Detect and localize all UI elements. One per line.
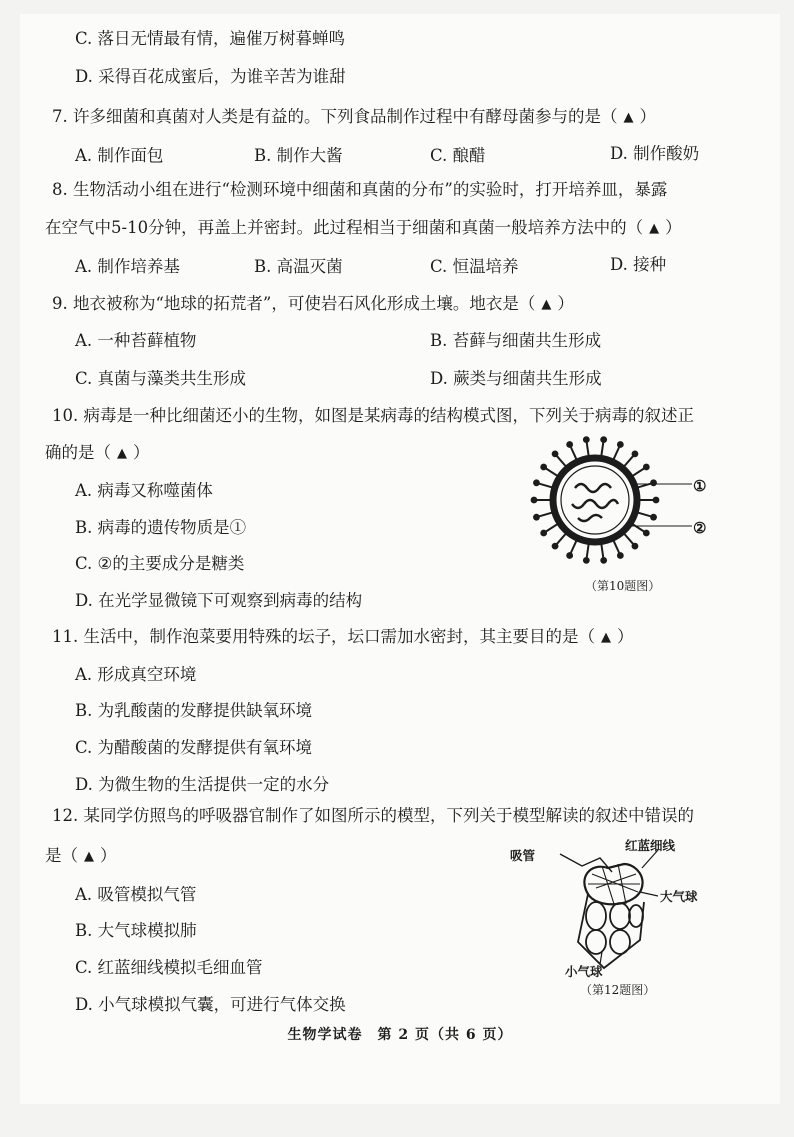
virus-spike-head bbox=[650, 514, 657, 521]
virus-spike-head bbox=[531, 497, 538, 504]
q9-close-paren: ） bbox=[557, 294, 574, 313]
q10-stem-text: 确的是（ bbox=[45, 443, 111, 462]
q10-option-a: A. 病毒又称噬菌体 bbox=[75, 481, 213, 500]
virus-spike bbox=[614, 447, 619, 459]
virus-label-1: ① bbox=[693, 477, 707, 495]
q11-option-c: C. 为醋酸菌的发酵提供有氧环境 bbox=[75, 738, 313, 757]
answer-mark-icon: ▲ bbox=[541, 297, 552, 312]
virus-spike bbox=[601, 545, 603, 558]
virus-spike-head bbox=[540, 530, 547, 537]
virus-spike bbox=[624, 534, 633, 544]
label-thread: 红蓝细线 bbox=[625, 838, 676, 853]
q6-option-d: D. 采得百花成蜜后，为谁辛苦为谁甜 bbox=[75, 67, 346, 86]
lung-model-diagram bbox=[540, 844, 690, 974]
virus-spike bbox=[624, 456, 633, 466]
q9-stem-text: 9. 地衣被称为“地球的拓荒者”，可使岩石风化形成土壤。地衣是（ bbox=[52, 294, 536, 313]
exam-page bbox=[20, 14, 780, 1104]
q9-option-b: B. 苔藓与细菌共生形成 bbox=[430, 331, 602, 350]
small-balloon-1 bbox=[586, 902, 606, 930]
virus-spike bbox=[601, 443, 603, 456]
q8-stem-text: 在空气中5-10分钟，再盖上并密封。此过程相当于细菌和真菌一般培养方法中的（ bbox=[45, 218, 644, 237]
q7-close-paren: ） bbox=[639, 107, 656, 126]
q11-option-a: A. 形成真空环境 bbox=[75, 665, 197, 684]
label-small-balloon: 小气球 bbox=[565, 964, 603, 979]
answer-mark-icon: ▲ bbox=[84, 849, 94, 864]
virus-spike bbox=[587, 443, 589, 456]
answer-mark-icon: ▲ bbox=[623, 110, 634, 125]
virus-spike-head bbox=[540, 464, 547, 471]
q12-option-c: C. 红蓝细线模拟毛细血管 bbox=[75, 958, 263, 977]
virus-spike-head bbox=[583, 436, 590, 443]
q9-stem bbox=[52, 293, 574, 316]
big-balloon-pointer bbox=[640, 892, 658, 896]
virus-spike-head bbox=[600, 436, 607, 443]
virus-spike-head bbox=[643, 464, 650, 471]
q10-option-b: B. 病毒的遗传物质是① bbox=[75, 518, 247, 537]
virus-spike-head bbox=[552, 450, 559, 457]
q10-stem-line1: 10. 病毒是一种比细菌还小的生物，如图是某病毒的结构模式图，下列关于病毒的叙述正 bbox=[52, 406, 694, 425]
small-balloon-4 bbox=[586, 930, 606, 954]
q12-close-paren: ） bbox=[100, 846, 117, 865]
virus-spike bbox=[633, 524, 644, 531]
virus-spike bbox=[587, 545, 589, 558]
q11-close-paren: ） bbox=[617, 627, 634, 646]
q8-option-d: D. 接种 bbox=[610, 255, 667, 274]
q6-option-c: C. 落日无情最有情，遍催万树暮蝉鸣 bbox=[75, 29, 346, 48]
q11-stem-text: 11. 生活中，制作泡菜要用特殊的坛子，坛口需加水密封，其主要目的是（ bbox=[52, 627, 595, 646]
q10-option-d: D. 在光学显微镜下可观察到病毒的结构 bbox=[75, 591, 363, 610]
q10-close-paren: ） bbox=[133, 443, 150, 462]
capillary-threads bbox=[588, 864, 640, 904]
q8-option-b: B. 高温灭菌 bbox=[254, 257, 343, 276]
virus-spike-head bbox=[643, 530, 650, 537]
q8-option-a: A. 制作培养基 bbox=[75, 257, 180, 276]
q12-stem-line1: 12. 某同学仿照鸟的呼吸器官制作了如图所示的模型，下列关于模型解读的叙述中错误的 bbox=[52, 806, 694, 825]
q8-stem-line1: 8. 生物活动小组在进行“检测环境中细菌和真菌的分布”的实验时，打开培养皿，暴露 bbox=[52, 180, 668, 199]
q12-stem-line2 bbox=[45, 845, 117, 868]
virus-spike bbox=[546, 469, 557, 476]
q7-option-a: A. 制作面包 bbox=[75, 146, 164, 165]
q12-option-b: B. 大气球模拟肺 bbox=[75, 921, 197, 940]
q10-stem-line2 bbox=[45, 442, 150, 465]
virus-spike bbox=[614, 541, 619, 553]
virus-capsid bbox=[561, 466, 629, 534]
q8-option-c: C. 恒温培养 bbox=[430, 257, 519, 276]
q11-stem bbox=[52, 626, 634, 649]
small-balloon-2 bbox=[610, 903, 630, 929]
virus-spike bbox=[557, 456, 566, 466]
virus-spike-head bbox=[653, 497, 660, 504]
virus-spike-head bbox=[600, 557, 607, 564]
virus-envelope bbox=[553, 458, 637, 542]
straw-pointer bbox=[560, 854, 612, 872]
q7-stem-text: 7. 许多细菌和真菌对人类是有益的。下列食品制作过程中有酵母菌参与的是（ bbox=[52, 107, 618, 126]
virus-spike bbox=[539, 484, 551, 488]
label-straw: 吸管 bbox=[510, 848, 536, 863]
virus-spike bbox=[557, 534, 566, 544]
virus-spike-head bbox=[566, 441, 573, 448]
q7-option-d: D. 制作酸奶 bbox=[610, 144, 700, 163]
virus-diagram bbox=[520, 436, 700, 566]
q9-option-d: D. 蕨类与细菌共生形成 bbox=[430, 369, 602, 388]
virus-label-2: ② bbox=[693, 519, 707, 537]
q9-option-c: C. 真菌与藻类共生形成 bbox=[75, 369, 247, 388]
virus-spike-head bbox=[632, 450, 639, 457]
q10-option-c: C. ②的主要成分是糖类 bbox=[75, 554, 245, 573]
virus-spike-head bbox=[650, 479, 657, 486]
q12-option-d: D. 小气球模拟气囊，可进行气体交换 bbox=[75, 995, 346, 1014]
small-balloon-5 bbox=[610, 930, 630, 954]
virus-spike-head bbox=[552, 543, 559, 550]
virus-spike-head bbox=[617, 552, 624, 559]
q12-figure-caption: （第12题图） bbox=[580, 983, 656, 997]
q8-stem-line2 bbox=[45, 217, 682, 240]
virus-spike bbox=[546, 524, 557, 531]
virus-spike-head bbox=[583, 557, 590, 564]
answer-mark-icon: ▲ bbox=[649, 221, 660, 236]
q12-stem-text: 是（ bbox=[45, 846, 78, 865]
virus-spike-head bbox=[533, 514, 540, 521]
q8-close-paren: ） bbox=[665, 218, 682, 237]
q11-option-b: B. 为乳酸菌的发酵提供缺氧环境 bbox=[75, 701, 313, 720]
virus-spike-head bbox=[632, 543, 639, 550]
page-footer: 生物学试卷 第 2 页（共 6 页） bbox=[287, 1027, 513, 1043]
label-big-balloon: 大气球 bbox=[660, 889, 698, 904]
virus-spike bbox=[539, 513, 551, 517]
q7-stem bbox=[52, 106, 656, 129]
answer-mark-icon: ▲ bbox=[117, 446, 127, 461]
q11-option-d: D. 为微生物的生活提供一定的水分 bbox=[75, 775, 330, 794]
virus-spike-head bbox=[617, 441, 624, 448]
q9-option-a: A. 一种苔藓植物 bbox=[75, 331, 197, 350]
virus-spike bbox=[571, 447, 576, 459]
virus-nucleic-acid bbox=[572, 484, 618, 521]
q12-option-a: A. 吸管模拟气管 bbox=[75, 885, 197, 904]
q7-option-c: C. 酿醋 bbox=[430, 146, 486, 165]
virus-spike bbox=[633, 469, 644, 476]
virus-spike bbox=[638, 513, 650, 517]
virus-spike-head bbox=[533, 479, 540, 486]
answer-mark-icon: ▲ bbox=[601, 630, 611, 645]
q7-option-b: B. 制作大酱 bbox=[254, 146, 343, 165]
virus-spike-head bbox=[566, 552, 573, 559]
virus-spike bbox=[571, 541, 576, 553]
small-balloon-3 bbox=[629, 905, 643, 927]
q10-figure-caption: （第10题图） bbox=[585, 579, 661, 593]
